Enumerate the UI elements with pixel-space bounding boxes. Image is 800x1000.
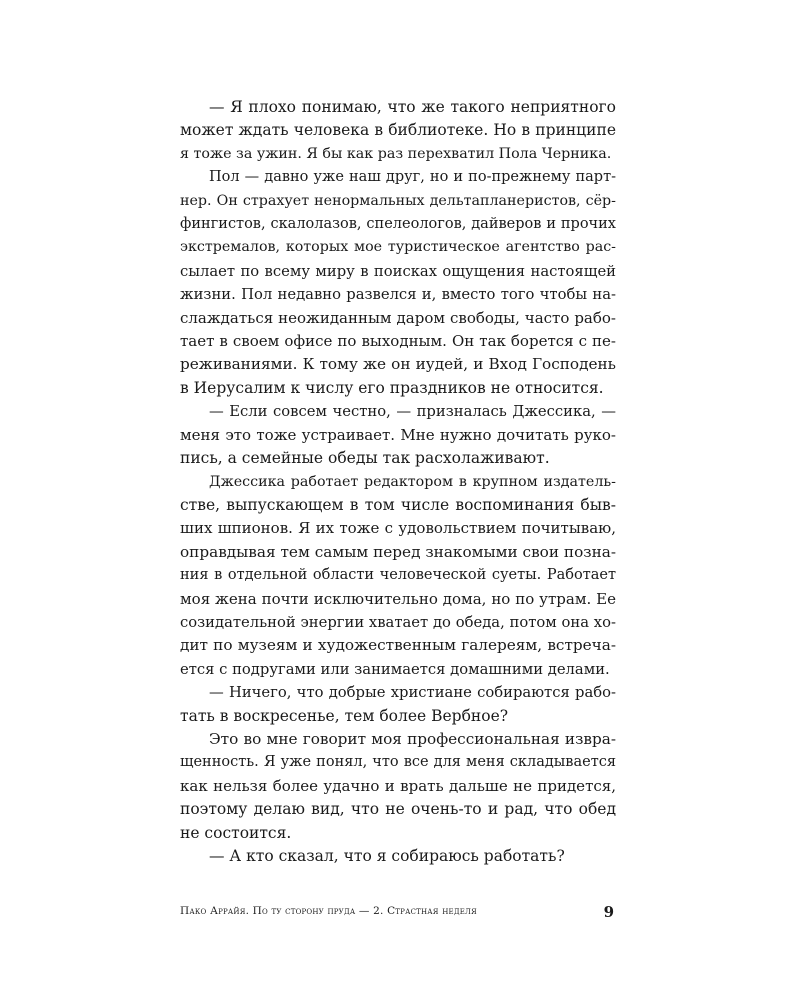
text-line: в Иерусалим к числу его праздников не относится. [180,378,604,397]
page-footer [180,903,616,923]
text-line: поэтому делаю вид, что не очень-то и рад, что обед [180,800,616,819]
text-line: — А кто сказал, что я собираюсь работать? [209,847,565,865]
text-line: — Если совсем честно, — призналась Джессика, — [209,403,616,421]
text-line: — Я плохо понимаю, что же такого неприятного [209,98,616,116]
text-line: ния в отдельной области человеческой суеты. Работает [180,567,616,584]
text-line: экстремалов, которых мое туристическое агентство рас- [180,239,616,256]
text-line: не состоится. [180,823,292,842]
text-line: Джессика работает редактором в крупном издатель- [209,473,616,490]
text-line: моя жена почти исключительно дома, но по утрам. Ее [180,589,616,608]
page-number: 9 [603,903,614,921]
text-line: ших шпионов. Я их тоже с удовольствием почитываю, [180,519,616,538]
text-line: нер. Он страхует ненормальных дельтапланеристов, сёр- [180,192,616,209]
text-line: фингистов, скалолазов, спелеологов, дайверов и прочих [180,216,616,233]
text-line: жизни. Пол недавно развелся и, вместо того чтобы на- [180,286,616,304]
text-line: ется с подругами или занимается домашними делами. [180,660,610,678]
text-line: я тоже за ужин. Я бы как раз перехватил Пола Черника. [180,145,612,162]
running-title: Пако Аррайя. По ту сторону пруда — 2. Страстная неделя [180,905,477,917]
text-line: щенность. Я уже понял, что все для меня складывается [180,754,616,771]
text-line: меня это тоже устраивает. Мне нужно дочитать руко- [180,425,616,444]
text-line: Это во мне говорит моя профессиональная извра- [209,729,616,748]
text-line: пись, а семейные обеды так расхолаживают. [180,449,550,468]
text-line: слаждаться неожиданным даром свободы, часто рабо- [180,308,616,327]
text-line: тает в своем офисе по выходным. Он так борется с пе- [180,332,616,351]
text-line: дит по музеям и художественным галереям, встреча- [180,636,616,655]
text-line: тать в воскресенье, тем более Вербное? [180,706,509,725]
text-line: стве, выпускающем в том числе воспоминания быв- [180,495,616,514]
body-text [180,96,616,868]
text-line: как нельзя более удачно и врать дальше не придется, [180,776,616,795]
text-line: сылает по всему миру в поисках ощущения настоящей [180,262,616,280]
text-line: оправдывая тем самым перед знакомыми свои позна- [180,542,616,561]
text-line: может ждать человека в библиотеке. Но в принципе [180,121,616,140]
text-line: реживаниями. К тому же он иудей, и Вход Господень [180,355,616,374]
text-line: — Ничего, что добрые христиане собираются рабо- [209,684,616,702]
text-line: созидательной энергии хватает до обеда, потом она хо- [180,613,616,631]
text-line: Пол — давно уже наш друг, но и по-прежнему парт- [209,169,616,186]
